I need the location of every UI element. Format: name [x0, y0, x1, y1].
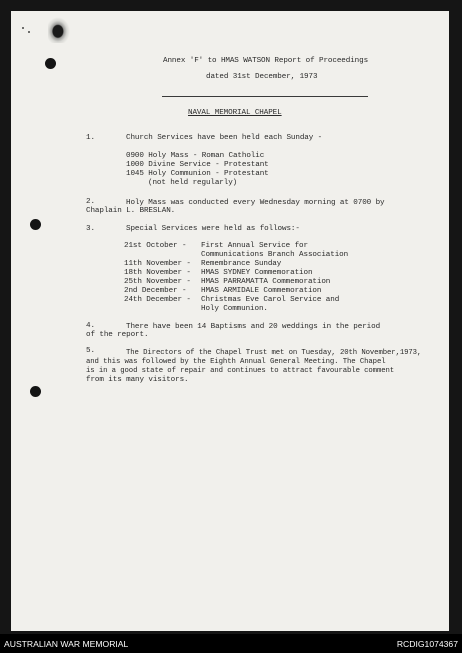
para-4-line: There have been 14 Baptisms and 20 weddings in the period	[126, 323, 381, 331]
para-2-line: Holy Mass was conducted every Wednesday morning at 0700 by	[126, 199, 385, 207]
para-1-lead: Church Services have been held each Sunday -	[126, 134, 323, 142]
event-desc: Holy Communion.	[201, 305, 268, 313]
torn-staple-mark	[48, 17, 70, 43]
event-desc: HMAS SYDNEY Commemoration	[201, 269, 313, 277]
event-date: 21st October -	[124, 242, 187, 250]
para-4-line: of the report.	[86, 331, 149, 339]
archive-name: AUSTRALIAN WAR MEMORIAL	[4, 639, 129, 649]
document-page	[11, 11, 449, 631]
para-1-number: 1.	[86, 134, 95, 142]
header-rule	[162, 96, 368, 97]
para-2-number: 2.	[86, 198, 95, 206]
event-date: 24th December -	[124, 296, 191, 304]
event-date: 11th November -	[124, 260, 191, 268]
page-title: NAVAL MEMORIAL CHAPEL	[188, 109, 282, 117]
event-desc: HMAS PARRAMATTA Commemoration	[201, 278, 331, 286]
annex-heading: Annex 'F' to HMAS WATSON Report of Proceedings	[163, 57, 369, 65]
para-5-line: is in a good state of repair and continues to attract favourable comment	[86, 367, 395, 375]
punch-hole	[45, 58, 56, 69]
service-item: 0900 Holy Mass - Roman Catholic	[126, 152, 265, 160]
event-desc: First Annual Service for	[201, 242, 308, 250]
report-date: dated 31st December, 1973	[206, 73, 318, 81]
event-date: 18th November -	[124, 269, 191, 277]
para-2-line: Chaplain L. BRESLAN.	[86, 207, 176, 215]
ink-speck	[22, 27, 24, 29]
para-3-number: 3.	[86, 225, 95, 233]
archive-footer	[0, 634, 462, 653]
record-id: RCDIG1074367	[396, 639, 458, 649]
para-5-line: from its many visitors.	[86, 376, 189, 384]
ink-speck	[28, 31, 30, 33]
event-desc: Christmas Eve Carol Service and	[201, 296, 340, 304]
event-desc: Communications Branch Association	[201, 251, 349, 259]
event-desc: Remembrance Sunday	[201, 260, 282, 268]
service-item: 1000 Divine Service - Protestant	[126, 161, 269, 169]
service-item: 1045 Holy Communion - Protestant	[126, 170, 269, 178]
service-note: (not held regularly)	[148, 179, 238, 187]
para-5-line: and this was followed by the Eighth Annual General Meeting. The Chapel	[86, 358, 386, 366]
event-desc: HMAS ARMIDALE Commemoration	[201, 287, 322, 295]
punch-hole	[30, 386, 41, 397]
punch-hole	[30, 219, 41, 230]
para-5-number: 5.	[86, 347, 95, 355]
para-5-line: The Directors of the Chapel Trust met on Tuesday, 20th November,1973,	[126, 349, 422, 357]
event-date: 25th November -	[124, 278, 191, 286]
para-3-lead: Special Services were held as follows:-	[126, 225, 300, 233]
event-date: 2nd December -	[124, 287, 187, 295]
para-4-number: 4.	[86, 322, 95, 330]
